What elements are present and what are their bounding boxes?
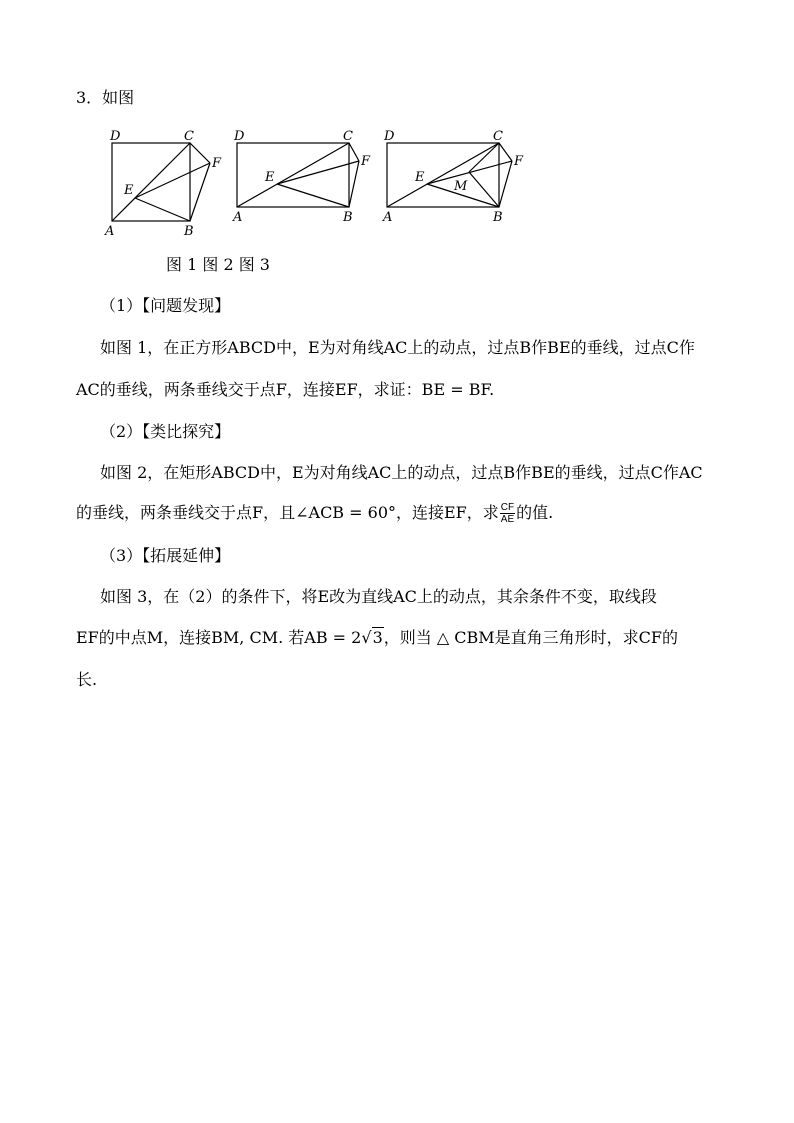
part2-line2-pre: 的垂线，两条垂线交于点F，且∠ACB = 60°，连接EF，求: [76, 503, 499, 522]
fig3-label-M: M: [454, 179, 468, 194]
fraction-numerator: CF: [500, 502, 515, 513]
part1-line1: 如图 1，在正方形ABCD中，E为对角线AC上的动点，过点B作BE的垂线，过点C作: [100, 338, 695, 357]
part2-heading: （2）【类比探究】: [100, 422, 231, 441]
fig1-label-B: B: [184, 224, 194, 239]
part1-line2: AC的垂线，两条垂线交于点F，连接EF，求证：BE = BF.: [76, 380, 495, 399]
fig3-label-D: D: [384, 129, 395, 144]
question-number: 3．如图: [76, 88, 135, 107]
fig2-label-F: F: [361, 154, 371, 169]
fig3-label-C: C: [493, 129, 503, 144]
figure-2: [237, 143, 359, 207]
part3-line2-post: ，则当 △ CBM是直角三角形时，求CF的: [383, 628, 678, 647]
cf-over-ae-fraction: [500, 502, 515, 525]
fig3-label-E: E: [415, 170, 425, 185]
fig3-label-F: F: [514, 154, 524, 169]
fig3-label-B: B: [493, 210, 503, 225]
fraction-denominator: AE: [500, 514, 515, 525]
fig1-label-F: F: [212, 156, 222, 171]
part3-line3: 长.: [76, 670, 98, 689]
part2-line1: 如图 2，在矩形ABCD中，E为对角线AC上的动点，过点B作BE的垂线，过点C作AC: [100, 463, 703, 482]
fig1-label-E: E: [124, 183, 134, 198]
figure-1: [112, 143, 210, 221]
sqrt-radicand: 3: [372, 628, 383, 647]
fig3-label-A: A: [383, 210, 393, 225]
part1-heading: （1）【问题发现】: [100, 296, 231, 315]
fig2-label-E: E: [265, 170, 275, 185]
fig2-label-A: A: [233, 210, 243, 225]
figure-3: [387, 143, 512, 207]
part2-line2-post: 的值.: [516, 503, 554, 522]
part3-line2: [76, 628, 678, 648]
fig1-label-D: D: [110, 129, 121, 144]
part2-line2: [76, 502, 553, 525]
part3-line1: 如图 3，在（2）的条件下，将E改为直线AC上的动点，其余条件不变，取线段: [100, 587, 657, 606]
fig2-label-B: B: [343, 210, 353, 225]
fig2-label-D: D: [234, 129, 245, 144]
fig1-label-A: A: [105, 224, 115, 239]
sqrt-expression: √3: [361, 628, 383, 647]
part3-line2-pre: EF的中点M，连接BM, CM. 若AB = 2: [76, 628, 362, 647]
fig2-label-C: C: [343, 129, 353, 144]
geometry-figures: [100, 125, 540, 240]
fig1-label-C: C: [184, 129, 194, 144]
figure-caption: 图 1 图 2 图 3: [166, 255, 270, 274]
part3-heading: （3）【拓展延伸】: [100, 546, 231, 565]
